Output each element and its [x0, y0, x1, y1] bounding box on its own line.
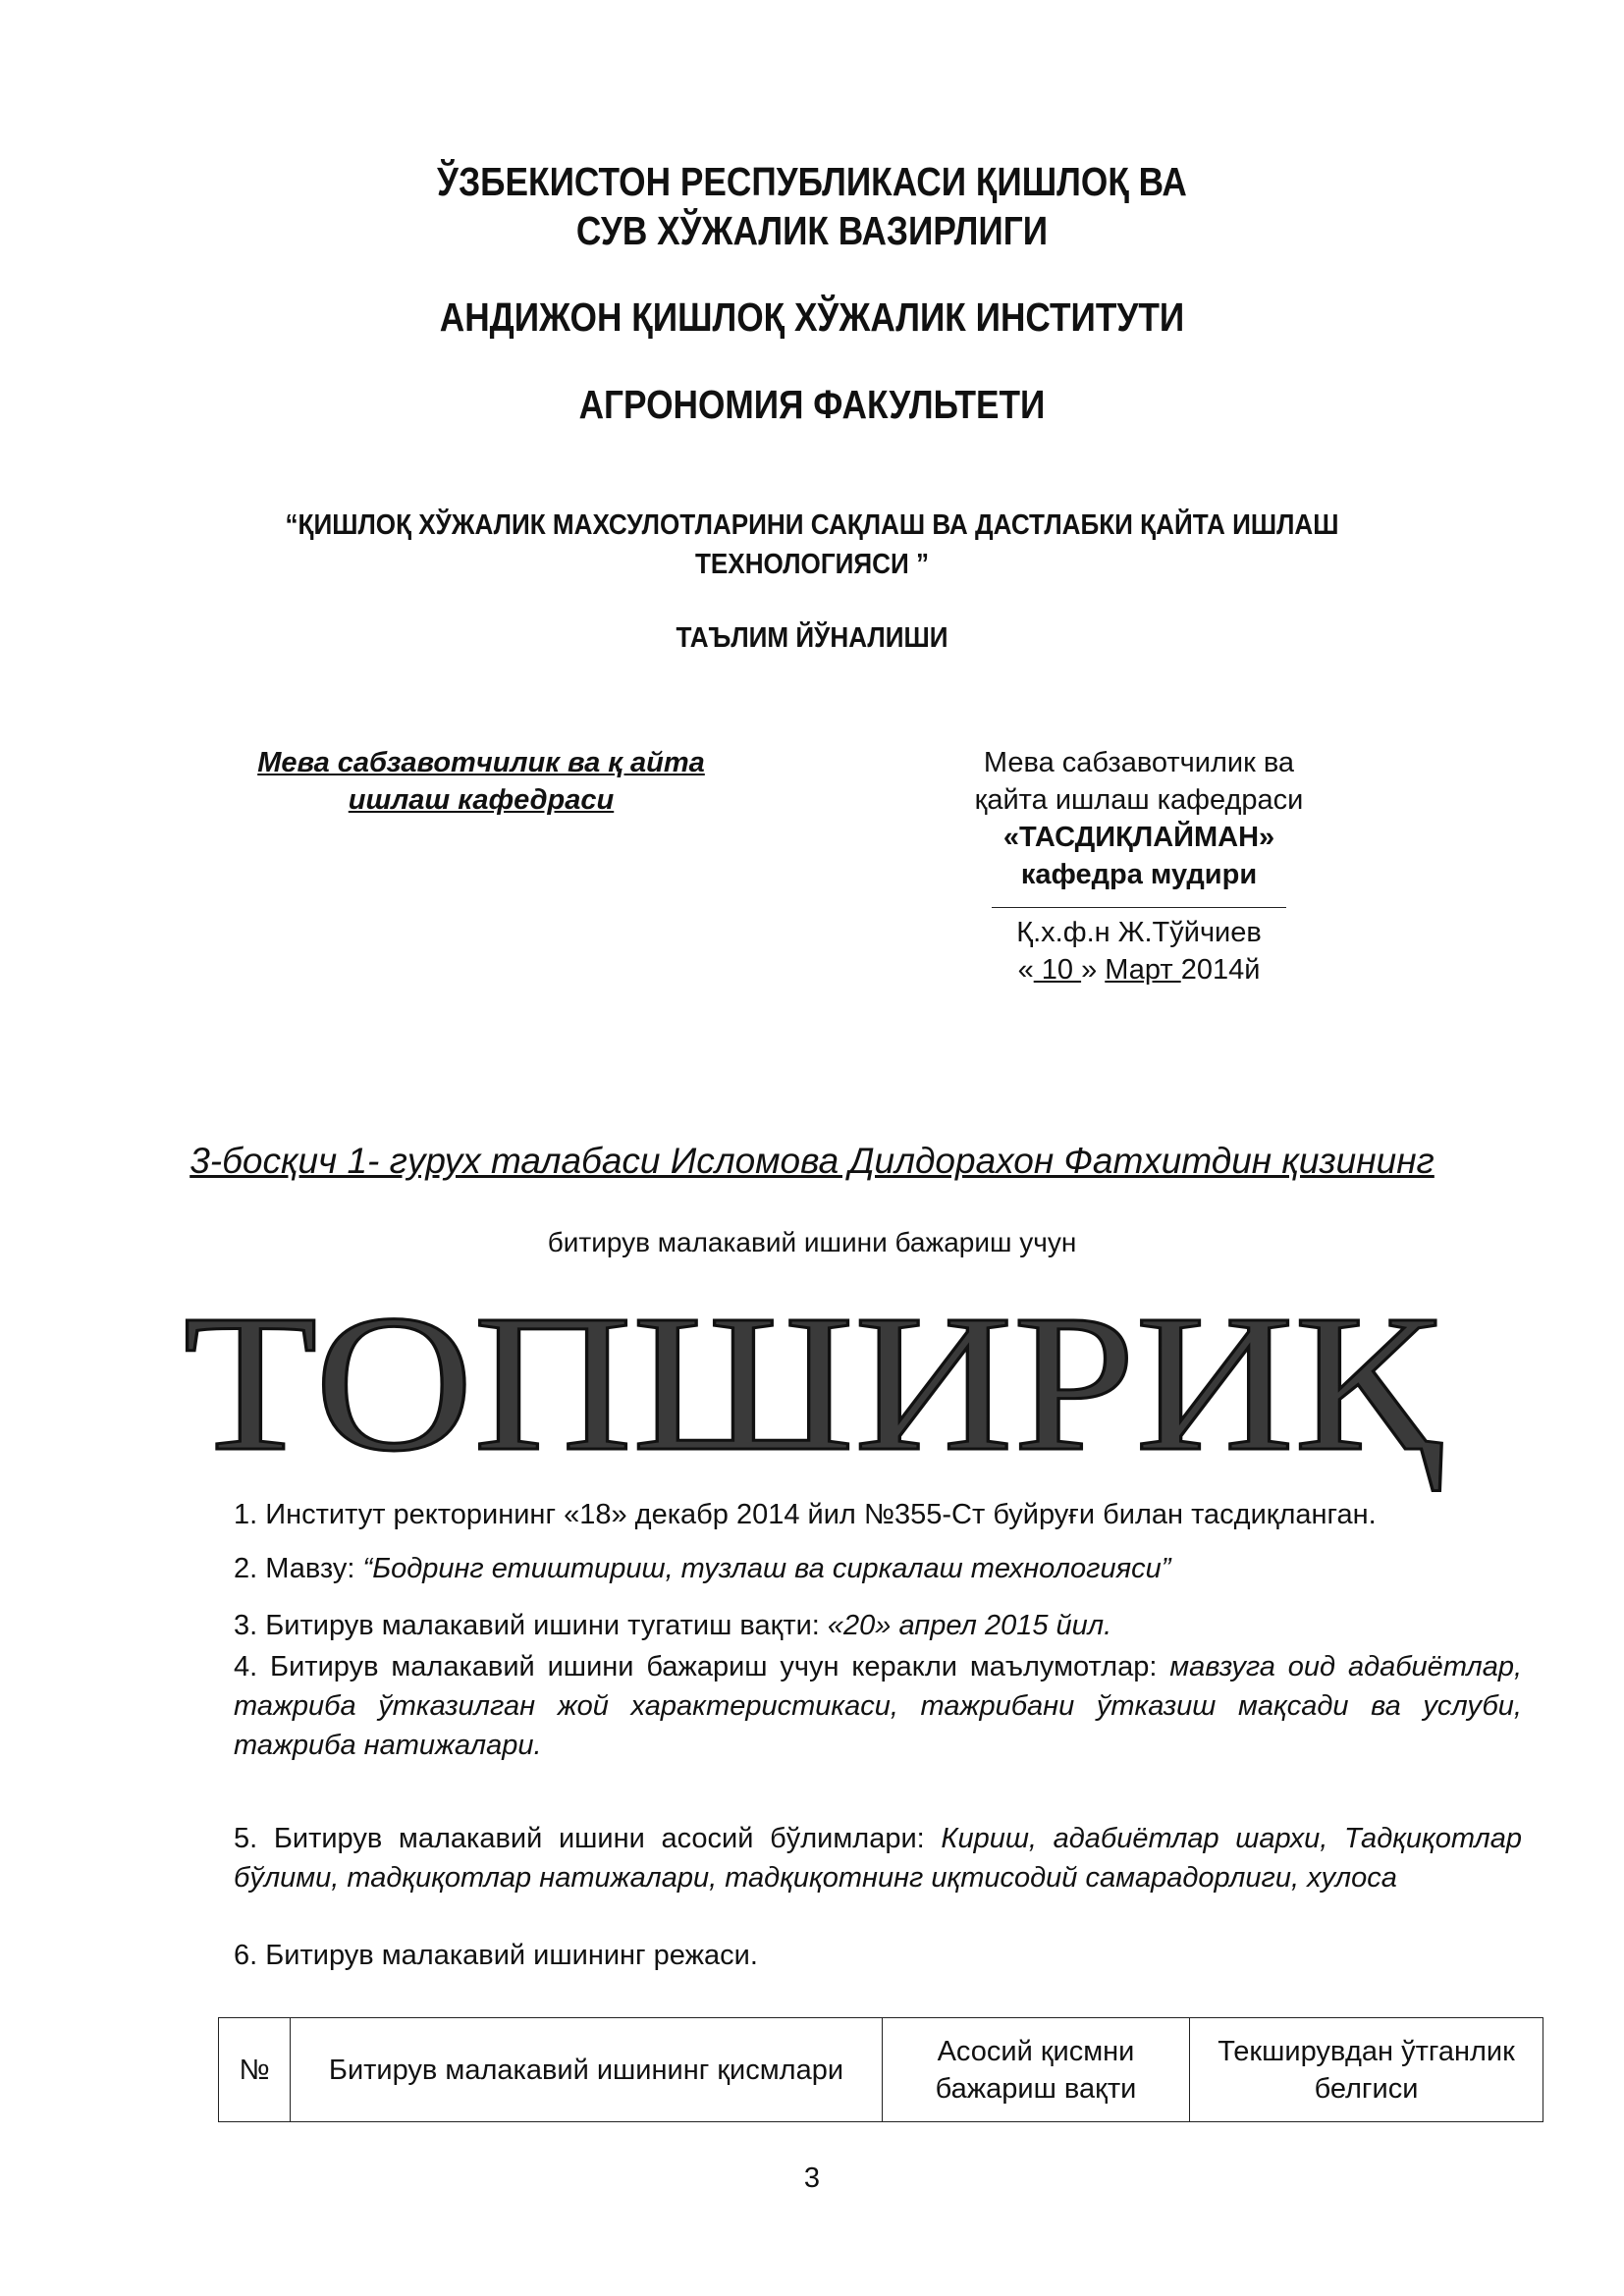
item-5: 5. Битирув малакавий ишини асосий бўлимлари: Кириш, адабиётлар шархи, Тадқиқотлар бўлими, тадқиқотлар натижалари, тадқиқотнинг иқтисодий самарадорлиги, хулоса	[234, 1823, 1522, 1894]
plan-header-check: Текширувдан ўтганлик белгиси	[1190, 2018, 1543, 2122]
purpose-line: битирув малакавий ишини бажариш учун	[547, 1227, 1077, 1257]
department-left-line-1: Мева сабзавотчилик ва қ айта	[257, 747, 705, 778]
item-4: 4. Битирув малакавий ишини бажариш учун керакли маълумотлар: мавзуга оид адабиётлар, тажриба ўтказилган жой характеристикаси, тажрибани ўтказиш мақсади ва услуби, тажриба натижалари.	[234, 1651, 1523, 1761]
item-6: 6. Битирув малакавий ишининг режаси.	[234, 1940, 758, 1971]
document-title: ТОПШИРИҚ	[183, 1275, 1441, 1492]
plan-header-parts: Битирув малакавий ишининг қисмлари	[291, 2018, 883, 2122]
item-2: 2. Мавзу: “Бодринг етиштириш, тузлаш ва сиркалаш технологияси”	[234, 1553, 1171, 1584]
plan-header-number: №	[219, 2018, 291, 2122]
approval-stamp: «ТАСДИҚЛАЙМАН»	[1002, 822, 1275, 853]
plan-table	[218, 2017, 1543, 2122]
approval-head-title: кафедра мудири	[1020, 859, 1258, 890]
faculty-name: АГРОНОМИЯ ФАКУЛЬТЕТИ	[578, 382, 1046, 427]
plan-header-deadline: Асосий қисмни бажариш вақти	[883, 2018, 1190, 2122]
department-left	[226, 744, 736, 819]
direction-title-line-2: ТЕХНОЛОГИЯСИ ”	[694, 549, 930, 580]
direction-label: ТАЪЛИМ ЙЎНАЛИШИ	[676, 622, 948, 654]
ministry-line-1: ЎЗБЕКИСТОН РЕСПУБЛИКАСИ ҚИШЛОҚ ВА	[437, 159, 1187, 204]
page-number: 3	[803, 2163, 821, 2194]
approval-date: « 10 » Март 2014й	[1017, 954, 1261, 986]
ministry-line-2: СУВ ХЎЖАЛИК ВАЗИРЛИГИ	[575, 208, 1049, 253]
approval-dept-line-1: Мева сабзавотчилик ва	[983, 747, 1295, 778]
direction-title-line-1: “ҚИШЛОҚ ХЎЖАЛИК МАХСУЛОТЛАРИНИ САҚЛАШ ВА ДАСТЛАБКИ ҚАЙТА ИШЛАШ	[285, 509, 1339, 541]
student-line: 3-босқич 1- гурух талабаси Исломова Дилдорахон Фатхитдин қизининг	[189, 1141, 1435, 1181]
approval-dept-line-2: қайта ишлаш кафедраси	[974, 784, 1304, 816]
item-3: 3. Битирув малакавий ишини тугатиш вақти: «20» апрел 2015 йил.	[234, 1610, 1112, 1641]
institute-name: АНДИЖОН ҚИШЛОҚ ХЎЖАЛИК ИНСТИТУТИ	[439, 294, 1185, 340]
approval-block	[933, 744, 1345, 988]
item-1: 1. Институт ректорининг «18» декабр 2014 йил №355-Ст буйруғи билан тасдиқланган.	[234, 1499, 1377, 1530]
department-left-line-2: ишлаш кафедраси	[348, 784, 615, 816]
signature-line	[992, 907, 1286, 908]
plan-table-header-row	[219, 2018, 1543, 2122]
approval-name: Қ.х.ф.н Ж.Тўйчиев	[1016, 917, 1262, 948]
